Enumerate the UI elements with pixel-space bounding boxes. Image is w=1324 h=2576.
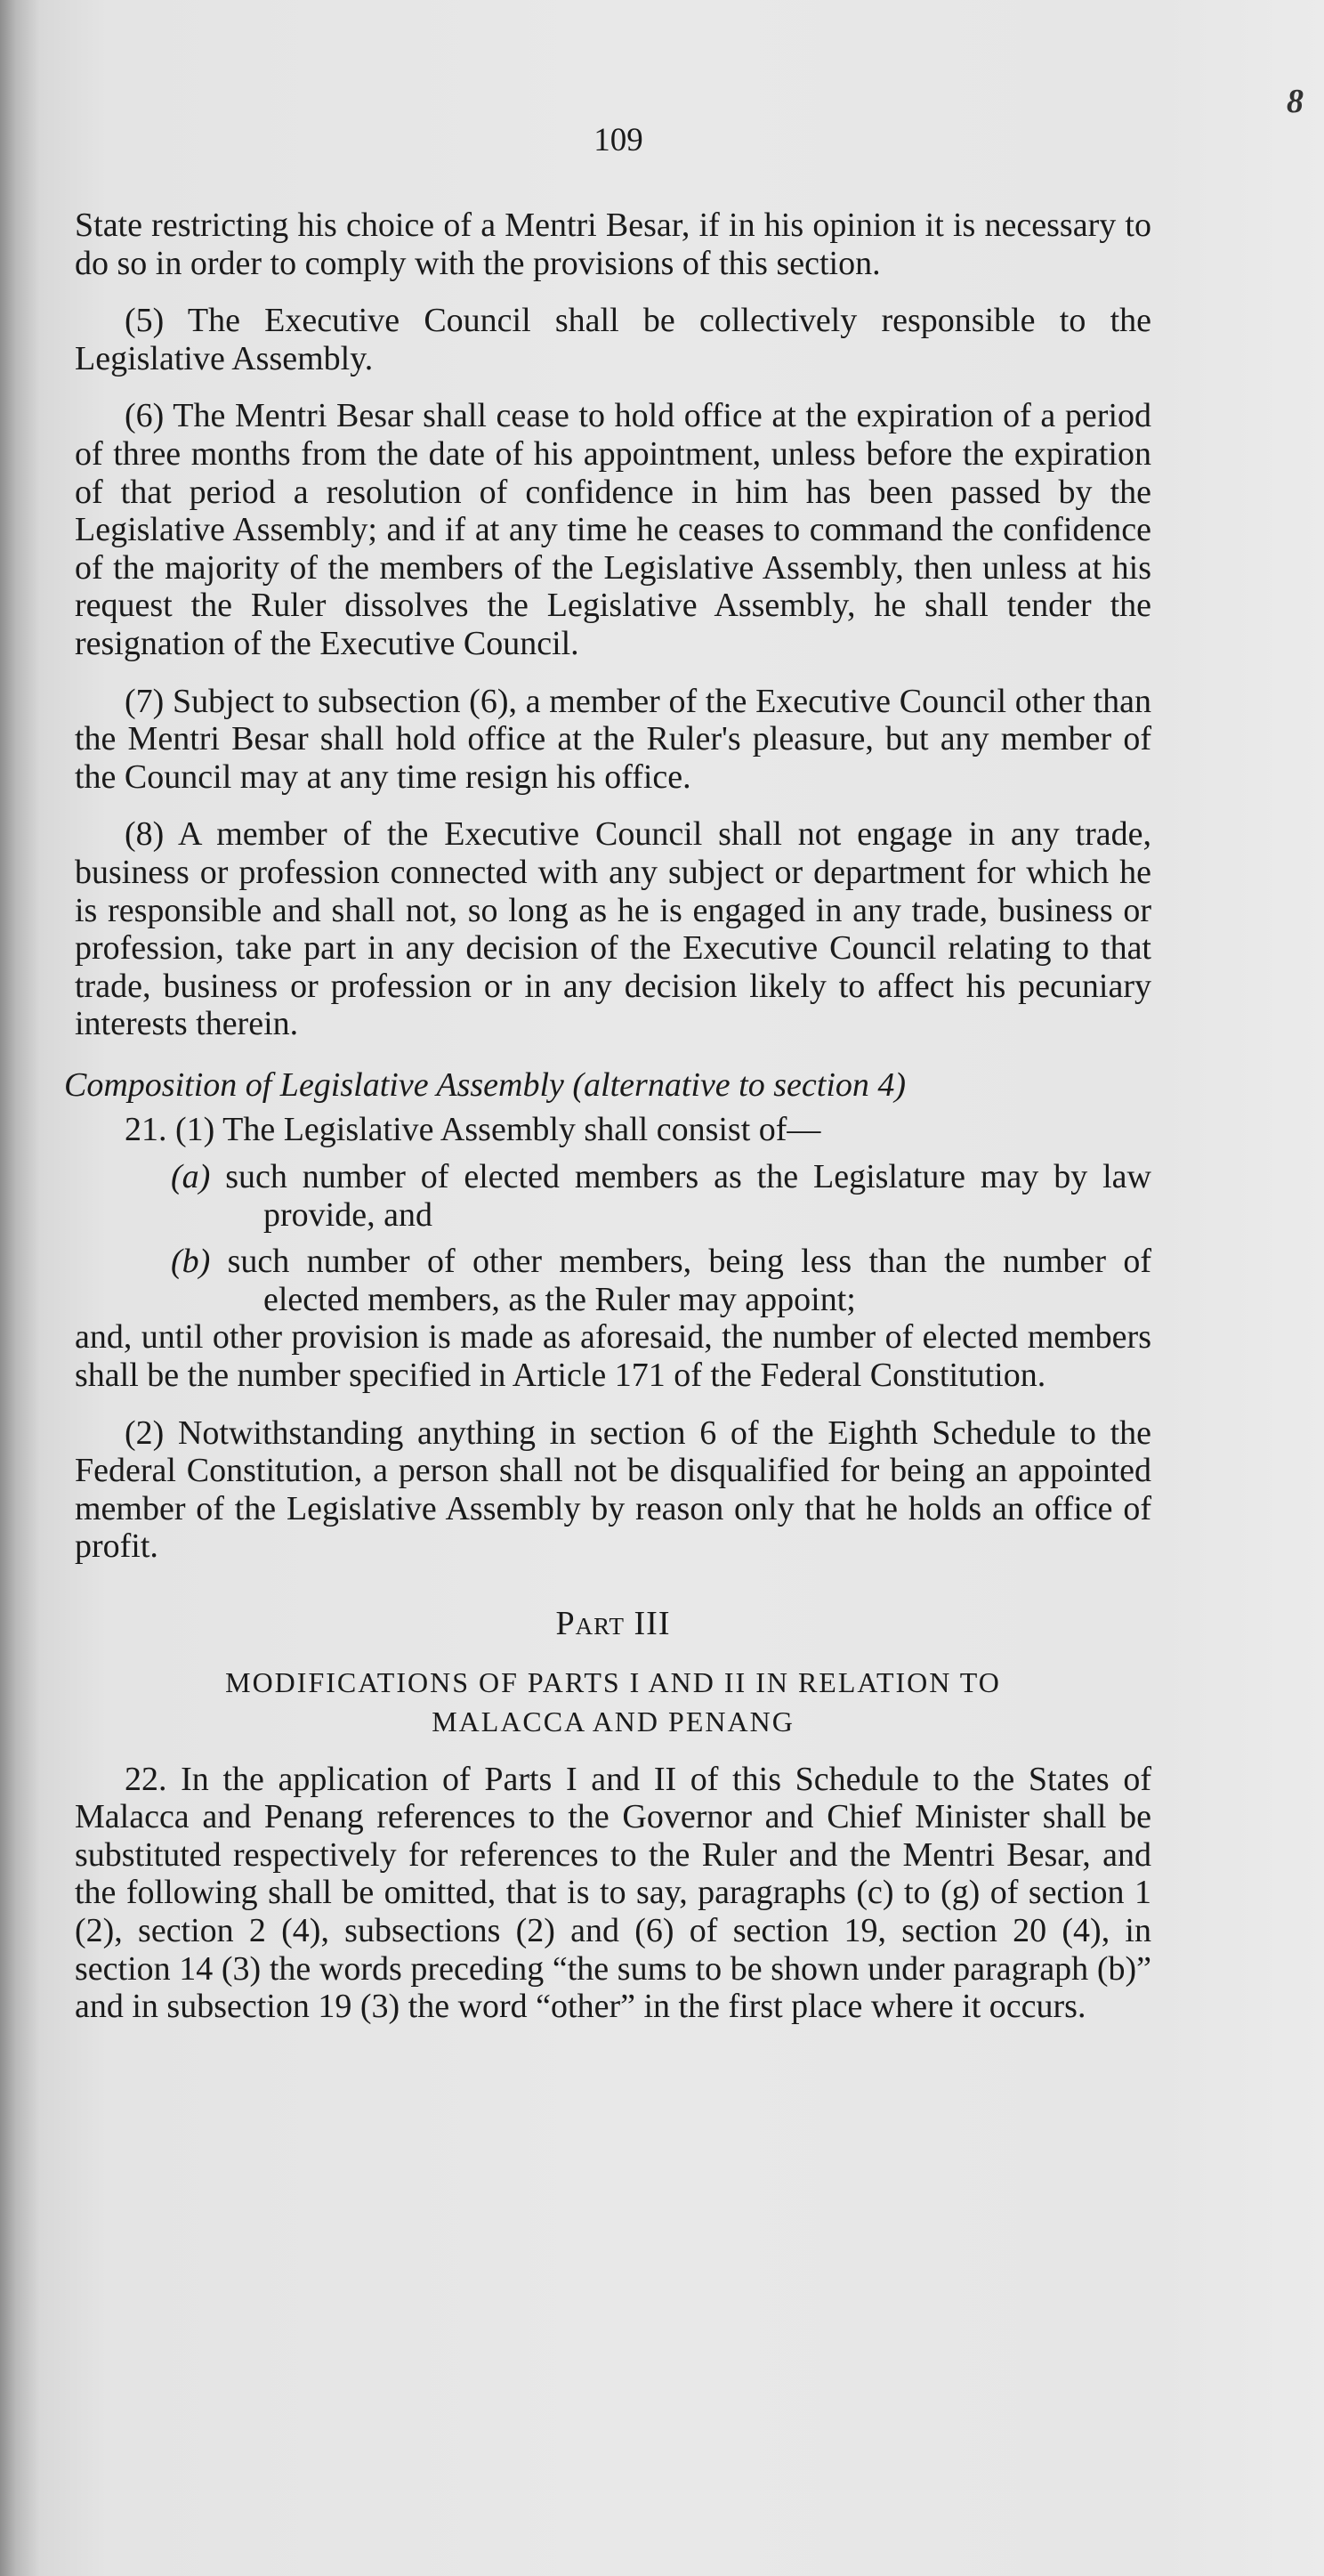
corner-mark: 8 bbox=[1287, 83, 1304, 120]
section-21-closing: and, until other provision is made as aforesaid, the number of elected members shall be the number specified in Article 171 of the Federal Constitution. bbox=[75, 1318, 1151, 1395]
section-21-item-a bbox=[75, 1158, 1151, 1234]
page-number: 109 bbox=[593, 122, 643, 158]
section-21-item-b bbox=[75, 1243, 1151, 1318]
section-21-intro: 21. (1) The Legislative Assembly shall consist of— bbox=[125, 1111, 821, 1149]
section-21-subsection-2: (2) Notwithstanding anything in section 6 of the Eighth Schedule to the Federal Constitution, a person shall not be disqualified for being an appointed member of the Legislative Assembly by reason only that he holds an office of profit. bbox=[75, 1414, 1151, 1566]
part-subtitle-line-1: MODIFICATIONS OF PARTS I AND II IN RELATION TO bbox=[225, 1665, 1001, 1698]
item-a-text: such number of elected members as the Legislature may by law provide, and bbox=[225, 1158, 1151, 1234]
section-21-heading-note: (alternative to section 4) bbox=[572, 1065, 907, 1104]
paragraph-7: (7) Subject to subsection (6), a member of the Executive Council other than the Mentri Besar shall hold office at the Ruler's pleasure, but any member of the Council may at any time resign his office. bbox=[75, 682, 1151, 796]
paragraph-5: (5) The Executive Council shall be collectively responsible to the Legislative Assembly. bbox=[75, 302, 1151, 377]
paragraph-continuation: State restricting his choice of a Mentri Besar, if in his opinion it is necessary to do so in order to comply with the provisions of this section. bbox=[75, 207, 1151, 282]
section-22: 22. In the application of Parts I and II of this Schedule to the States of Malacca and Penang references to the Governor and Chief Minister shall be substituted respectively for references to the Ruler and the Mentri Besar, and the following shall be omitted, that is to say, paragraphs (c) to (g) of section 1 (2), section 2 (4), subsections (2) and (6) of section 19, section 20 (4), in section 14 (3) the words preceding “the sums to be shown under paragraph (b)” and in subsection 19 (3) the word “other” in the first place where it occurs. bbox=[75, 1760, 1151, 2026]
part-subtitle-line-2: MALACCA AND PENANG bbox=[432, 1705, 795, 1738]
item-a-label: (a) bbox=[171, 1158, 211, 1196]
part-title: Part III bbox=[555, 1605, 671, 1642]
section-21-heading bbox=[64, 1066, 1151, 1105]
section-21-heading-title: Composition of Legislative Assembly bbox=[64, 1065, 564, 1104]
item-b-label: (b) bbox=[171, 1243, 211, 1281]
paragraph-6: (6) The Mentri Besar shall cease to hold office at the expiration of a period of three months from the date of his appointment, unless before the expiration of that period a resolution of confidence in him has been passed by the Legislative Assembly; and if at any time he ceases to command the confidence of the majority of the members of the Legislative Assembly, then unless at his request the Ruler dissolves the Legislative Assembly, he shall tender the resignation of the Executive Council. bbox=[75, 397, 1151, 662]
item-b-text: such number of other members, being less than the number of elected members, as the Ruler may appoint; bbox=[227, 1243, 1151, 1318]
body-text bbox=[64, 207, 1151, 2026]
paragraph-8: (8) A member of the Executive Council shall not engage in any trade, business or profession connected with any subject or department for which he is responsible and shall not, so long as he is engaged in any trade, business or profession, take part in any decision of the Executive Council relating to that trade, business or profession or in any decision likely to affect his pecuniary interests therein. bbox=[75, 815, 1151, 1043]
part-subtitle bbox=[75, 1663, 1151, 1741]
